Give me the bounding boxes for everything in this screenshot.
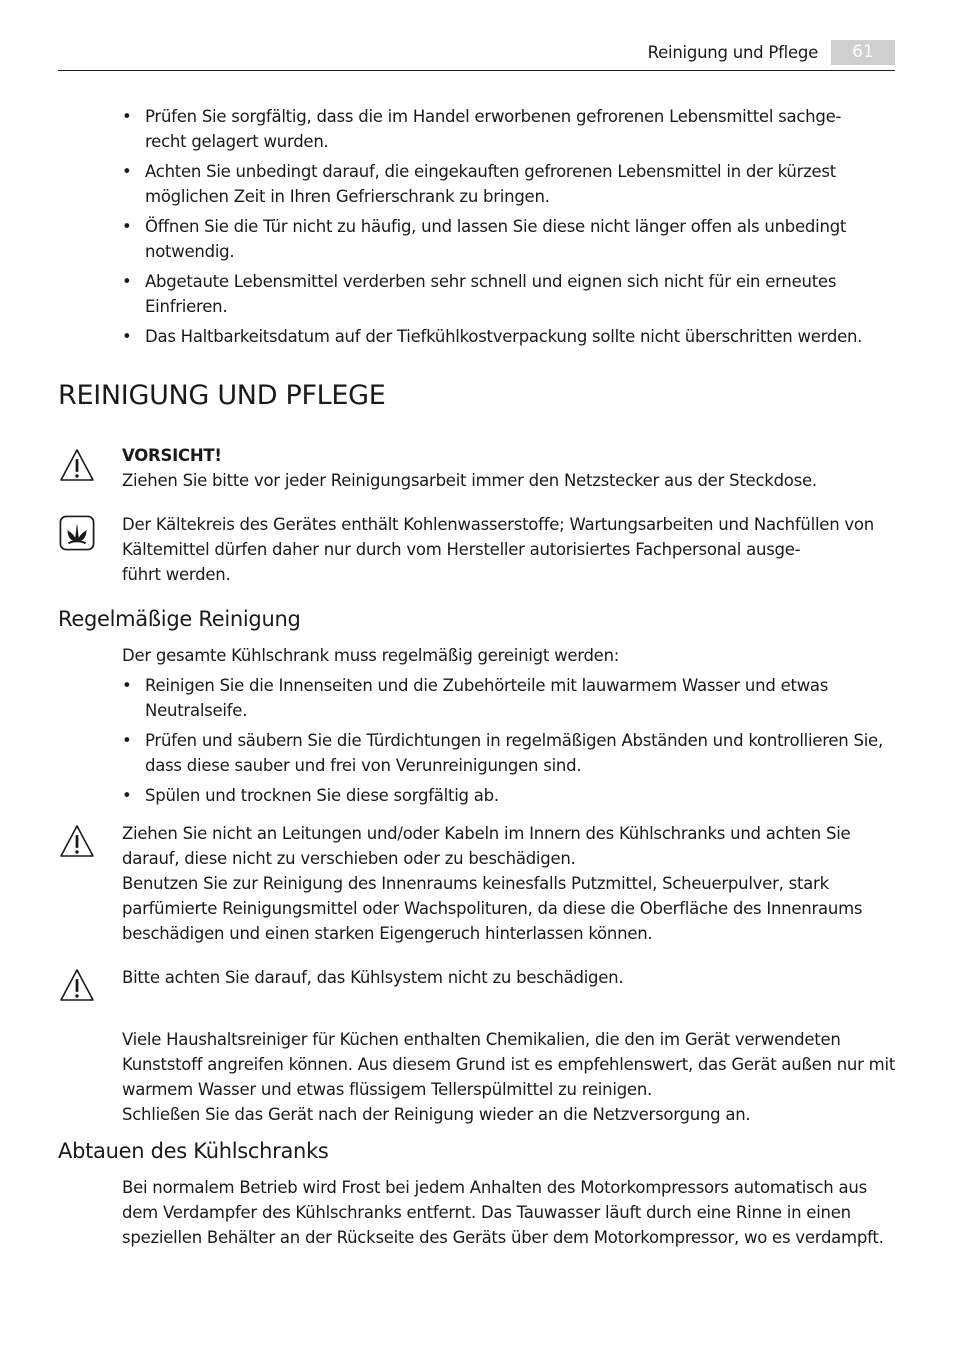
- list-item-text: Öffnen Sie die Tür nicht zu häufig, und lassen Sie diese nicht länger offen als unbedingt notwendig.: [145, 217, 847, 261]
- intro-bullet-list: [58, 104, 896, 354]
- page-number: 61: [831, 40, 895, 65]
- caution-note: [58, 443, 896, 493]
- environment-text: Der Kältekreis des Gerätes enthält Kohlenwasserstoffe; Wartungsarbeiten und Nachfüllen von Kältemittel dürfen daher nur durch vom Hersteller autorisiertes Fachpersonal ausge- führt werden.: [122, 515, 874, 584]
- list-item: [58, 673, 896, 723]
- section-title: REINIGUNG UND PFLEGE: [58, 380, 386, 411]
- environment-note: [58, 512, 896, 587]
- header-rule: [58, 70, 895, 71]
- warning-note: [58, 965, 896, 990]
- list-item: [58, 783, 896, 808]
- subsection-title: Abtauen des Kühlschranks: [58, 1139, 329, 1163]
- warning-text: Ziehen Sie nicht an Leitungen und/oder Kabeln im Innern des Kühlschranks und achten Sie darauf, diese nicht zu verschieben oder zu beschädigen.: [122, 824, 851, 868]
- running-header: Reinigung und Pflege: [647, 43, 818, 62]
- bullet-marker: •: [122, 786, 132, 805]
- paragraph: Bei normalem Betrieb wird Frost bei jedem Anhalten des Motorkompressors automatisch aus dem Verdampfer des Kühlschranks entfernt. Das Tauwasser läuft durch eine Rinne in einen speziellen Behälter an der Rückseite des Geräts über dem Motorkompressor, wo es verdampft.: [122, 1178, 884, 1247]
- list-item-text: Achten Sie unbedingt darauf, die eingekauften gefrorenen Lebensmittel in der kürzest möglichen Zeit in Ihren Gefrierschrank zu bringen.: [145, 162, 836, 206]
- warning-icon: [58, 823, 96, 859]
- bullet-marker: •: [122, 272, 132, 291]
- list-item: [58, 159, 896, 209]
- list-item: [58, 104, 896, 154]
- warning-note: [58, 821, 896, 946]
- list-item-text: Spülen und trocknen Sie diese sorgfältig ab.: [145, 786, 499, 805]
- caution-label: VORSICHT!: [122, 446, 222, 465]
- list-item-text: Prüfen und säubern Sie die Türdichtungen in regelmäßigen Abständen und kontrollieren Sie, dass diese sauber und frei von Verunreinigungen sind.: [145, 731, 883, 775]
- list-item-text: Das Haltbarkeitsdatum auf der Tiefkühlkostverpackung sollte nicht überschritten werden.: [145, 327, 863, 346]
- list-item-text: Prüfen Sie sorgfältig, dass die im Handel erworbenen gefrorenen Lebensmittel sachge- recht gelagert wurden.: [145, 107, 842, 151]
- bullet-marker: •: [122, 731, 132, 750]
- warning-icon: [58, 447, 96, 483]
- bullet-marker: •: [122, 676, 132, 695]
- caution-text: Ziehen Sie bitte vor jeder Reinigungsarbeit immer den Netzstecker aus der Steckdose.: [122, 471, 817, 490]
- paragraph: Viele Haushaltsreiniger für Küchen enthalten Chemikalien, die den im Gerät verwendeten Kunststoff angreifen können. Aus diesem Grund ist es empfehlenswert, das Gerät außen nur mit warmem Wasser und etwas flüssigem Tellerspülmittel zu reinigen.: [122, 1030, 896, 1099]
- list-item: [58, 728, 896, 778]
- bullet-marker: •: [122, 107, 132, 126]
- bullet-marker: •: [122, 217, 132, 236]
- warning-icon: [58, 967, 96, 1003]
- list-item: [58, 269, 896, 319]
- list-item: [58, 324, 896, 349]
- warning-text: Bitte achten Sie darauf, das Kühlsystem nicht zu beschädigen.: [122, 968, 624, 987]
- subsection-title: Regelmäßige Reinigung: [58, 607, 301, 631]
- list-item: [58, 214, 896, 264]
- warning-text: Benutzen Sie zur Reinigung des Innenraums keinesfalls Putzmittel, Scheuerpulver, stark parfümierte Reinigungsmittel oder Wachspolituren, da diese die Oberfläche des Innenraums beschädigen und einen starken Eigengeruch hinterlassen können.: [122, 874, 863, 943]
- paragraph: Der gesamte Kühlschrank muss regelmäßig gereinigt werden:: [122, 646, 620, 665]
- cleaning-bullet-list: [58, 673, 896, 813]
- bullet-marker: •: [122, 327, 132, 346]
- paragraph: Schließen Sie das Gerät nach der Reinigung wieder an die Netzversorgung an.: [122, 1105, 751, 1124]
- list-item-text: Reinigen Sie die Innenseiten und die Zubehörteile mit lauwarmem Wasser und etwas Neutralseife.: [145, 676, 829, 720]
- environment-icon: [58, 515, 96, 551]
- list-item-text: Abgetaute Lebensmittel verderben sehr schnell und eignen sich nicht für ein erneutes Einfrieren.: [145, 272, 837, 316]
- bullet-marker: •: [122, 162, 132, 181]
